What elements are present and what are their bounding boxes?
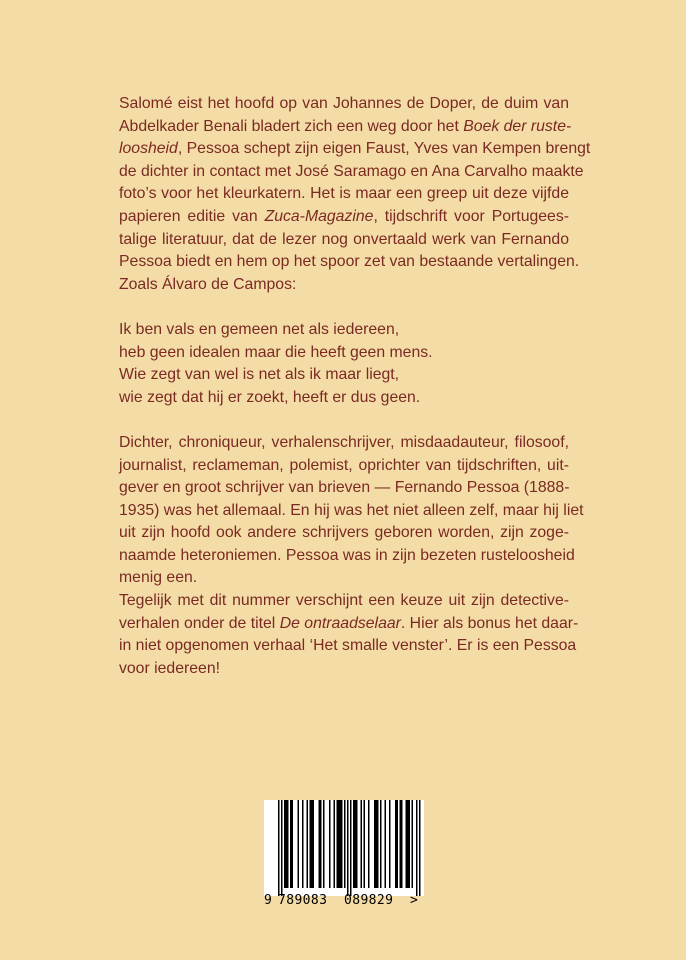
text-line: voor iedereen! xyxy=(119,659,220,677)
barcode-bar xyxy=(334,800,336,888)
barcode-bar xyxy=(337,800,339,888)
text-line: journalist, reclameman, polemist, oprichter van tijdschriften, uit- xyxy=(119,456,569,474)
text-line: de dichter in contact met José Saramago en Ana Carvalho maakte xyxy=(119,162,584,180)
barcode-bar xyxy=(323,800,325,888)
poem-line: wie zegt dat hij er zoekt, heeft er dus geen. xyxy=(119,388,421,406)
text-line: papieren editie van Zuca-Magazine, tijdschrift voor Portugees- xyxy=(119,207,569,225)
barcode-bar xyxy=(284,800,286,888)
text-line: gever en groot schrijver van brieven — Fernando Pessoa (1888- xyxy=(119,479,570,497)
back-cover-text xyxy=(119,93,591,680)
text-line: Dichter, chroniqueur, verhalenschrijver, misdaadauteur, filosoof, xyxy=(119,433,569,451)
barcode-bar xyxy=(311,800,313,888)
barcode-bar xyxy=(290,800,292,888)
barcode-bar xyxy=(310,800,312,888)
text-line: verhalen onder de titel De ontraadselaar. Hier als bonus het daar- xyxy=(119,614,579,632)
barcode-bar xyxy=(406,800,408,888)
barcode-bar xyxy=(409,800,411,888)
text-line: naamde heteroniemen. Pessoa was in zijn bezeten rusteloosheid xyxy=(119,546,575,564)
barcode-bar xyxy=(344,800,346,888)
paragraph-spacer xyxy=(119,409,569,432)
barcode-bar xyxy=(298,800,300,888)
text-line: 1935) was het allemaal. En hij was het niet alleen zelf, maar hij liet xyxy=(119,501,584,519)
text-line: menig een. xyxy=(119,569,198,587)
barcode-bar xyxy=(302,800,304,888)
barcode-bar xyxy=(368,800,370,888)
isbn-quiet-mark: > xyxy=(410,893,419,908)
barcode-bar xyxy=(307,800,309,888)
barcode-bar xyxy=(374,800,376,888)
barcode-bar xyxy=(313,800,315,888)
text-line: Tegelijk met dit nummer verschijnt een keuze uit zijn detective- xyxy=(119,592,569,610)
barcode-bar xyxy=(350,800,352,896)
text-line: in niet opgenomen verhaal ‘Het smalle venster’. Er is een Pessoa xyxy=(119,637,577,655)
barcode-bar xyxy=(281,800,283,896)
book-title-italic: Boek der ruste- xyxy=(463,117,572,135)
poem-line: Ik ben vals en gemeen net als iedereen, xyxy=(119,320,400,338)
text-line: talige literatuur, dat de lezer nog onvertaald werk van Fernando xyxy=(119,230,569,248)
barcode-bar xyxy=(400,800,402,888)
barcode-bar xyxy=(320,800,322,888)
barcode-bar xyxy=(389,800,391,888)
barcode-bar xyxy=(376,800,378,888)
barcode-bars xyxy=(264,800,424,896)
barcode-bar xyxy=(385,800,387,888)
paragraph-intro xyxy=(119,93,591,296)
barcode-bar xyxy=(356,800,358,888)
barcode-bar xyxy=(319,800,321,888)
text-line: Abdelkader Benali bladert zich een weg door het Boek der ruste- xyxy=(119,117,572,135)
barcode-bar xyxy=(416,800,418,896)
isbn-lead-digit: 9 xyxy=(264,893,273,908)
barcode-bar xyxy=(338,800,340,888)
barcode-bar xyxy=(361,800,363,888)
barcode-bar xyxy=(286,800,288,888)
poem-line: Wie zegt van wel is net als ik maar liegt, xyxy=(119,366,400,384)
paragraph-spacer xyxy=(119,296,569,319)
isbn-digits xyxy=(264,893,424,908)
paragraph-detective-stories xyxy=(119,590,579,680)
barcode-bar xyxy=(347,800,349,896)
barcode-bar xyxy=(401,800,403,888)
barcode-bar xyxy=(355,800,357,888)
book-title-italic: De ontraadselaar xyxy=(279,614,401,632)
barcode-bar xyxy=(412,800,414,888)
text-line: loosheid, Pessoa schept zijn eigen Faust, Yves van Kempen brengt xyxy=(119,140,591,158)
isbn-left-group: 789083 xyxy=(278,893,328,908)
barcode-bar xyxy=(407,800,409,888)
barcode-bar xyxy=(278,800,280,896)
text-line: Salomé eist het hoofd op van Johannes de Doper, de duim van xyxy=(119,95,569,112)
paragraph-about-pessoa xyxy=(119,432,584,590)
text-line: Pessoa biedt en hem op het spoor zet van bestaande vertalingen. xyxy=(119,253,580,271)
book-title-italic: loosheid xyxy=(119,140,178,158)
magazine-title-italic: Zuca-Magazine xyxy=(264,207,374,225)
isbn-right-group: 089829 xyxy=(344,893,394,908)
text-line: foto’s voor het kleurkatern. Het is maar een greep uit deze vijfde xyxy=(119,185,569,203)
text-line: uit zijn hoofd ook andere schrijvers geboren worden, zijn zoge- xyxy=(119,524,569,542)
barcode-bar xyxy=(353,800,355,888)
barcode-bar xyxy=(395,800,397,888)
poem xyxy=(119,319,569,409)
text-line: Zoals Álvaro de Campos: xyxy=(119,275,297,293)
barcode-bar xyxy=(377,800,379,888)
barcode-bar xyxy=(287,800,289,888)
barcode-bar xyxy=(419,800,421,896)
barcode-bar xyxy=(340,800,342,888)
barcode-bar xyxy=(364,800,366,888)
poem-line: heb geen idealen maar die heeft geen mens. xyxy=(119,343,433,361)
barcode-bar xyxy=(341,800,343,888)
barcode-bar xyxy=(397,800,399,888)
barcode-bar xyxy=(380,800,382,888)
barcode-bar xyxy=(292,800,294,888)
barcode-bar xyxy=(329,800,331,888)
